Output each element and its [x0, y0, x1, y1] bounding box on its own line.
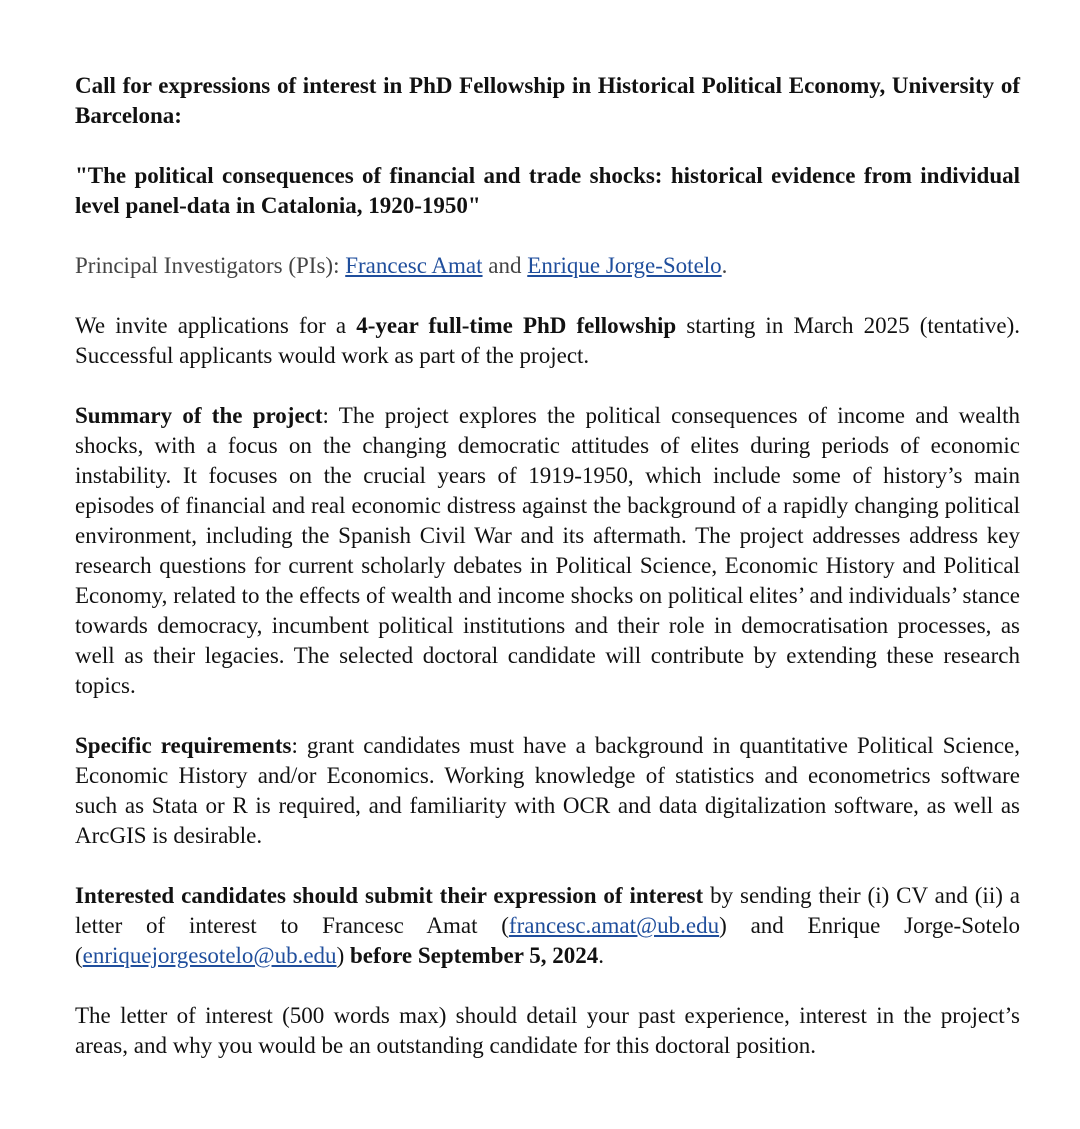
letter-text: The letter of interest (500 words max) should detail your past experience, interest in the project’s areas, and why you would be an outstanding candidate for this doctoral position. [75, 1003, 1020, 1058]
invite-after: starting in March 2025 (tentative). Successful applicants would work as part of the project. [75, 313, 1020, 368]
project-title-text: "The political consequences of financial and trade shocks: historical evidence from individual level panel-data in Catalonia, 1920-1950" [75, 163, 1020, 218]
email-link-francesc-amat[interactable]: francesc.amat@ub.edu [508, 913, 720, 938]
principal-investigators [75, 251, 1020, 281]
document-body [75, 71, 1020, 1091]
requirements-label: Specific requirements [75, 733, 292, 758]
requirements-text: : grant candidates must have a background in quantitative Political Science, Economic History and/or Economics. Working knowledge of statistics and econometrics software such as Stata or R is required, and familiarity with OCR and data digitalization software, as well as ArcGIS is desirable. [75, 733, 1020, 848]
letter-paragraph [75, 1001, 1020, 1061]
invite-before: We invite applications for a [75, 313, 357, 338]
pi-connector: and [482, 253, 528, 278]
project-title [75, 161, 1020, 221]
submit-bold-start: Interested candidates should submit their expression of interest [75, 883, 704, 908]
summary-text: : The project explores the political consequences of income and wealth shocks, with a focus on the changing democratic attitudes of elites during periods of economic instability. It focuses on the crucial years of 1919-1950, which include some of history’s main episodes of financial and real economic distress against the background of a rapidly changing political environment, including the Spanish Civil War and its aftermath. The project addresses address key research questions for current scholarly debates in Political Science, Economic History and Political Economy, related to the effects of wealth and income shocks on political elites’ and individuals’ stance towards democracy, incumbent political institutions and their role in democratisation processes, as well as their legacies. The selected doctoral candidate will contribute by extending these research topics. [75, 403, 1020, 698]
submission-paragraph [75, 881, 1020, 971]
pi-link-francesc-amat[interactable]: Francesc Amat [345, 253, 483, 278]
submit-deadline: before September 5, 2024 [349, 943, 599, 968]
call-title [75, 71, 1020, 131]
pi-link-enrique-jorge-sotelo[interactable]: Enrique Jorge-Sotelo [527, 253, 722, 278]
summary-paragraph [75, 401, 1020, 701]
email-link-enrique-jorge-sotelo[interactable]: enriquejorgesotelo@ub.edu [82, 943, 337, 968]
pi-label: Principal Investigators (PIs): [75, 253, 346, 278]
invite-fellowship-bold: 4-year full-time PhD fellowship [356, 313, 677, 338]
summary-label: Summary of the project [75, 403, 323, 428]
submit-text-1: by sending their (i) CV and (ii) a letter of interest to Francesc Amat ( [75, 883, 1020, 938]
submit-end: . [598, 943, 605, 968]
pi-end: . [721, 253, 728, 278]
requirements-paragraph [75, 731, 1020, 851]
submit-text-2: ) and Enrique Jorge-Sotelo ( [75, 913, 1020, 968]
call-title-text: Call for expressions of interest in PhD Fellowship in Historical Political Economy, University of Barcelona: [75, 73, 1020, 128]
invitation-paragraph [75, 311, 1020, 371]
submit-text-3: ) [336, 943, 350, 968]
